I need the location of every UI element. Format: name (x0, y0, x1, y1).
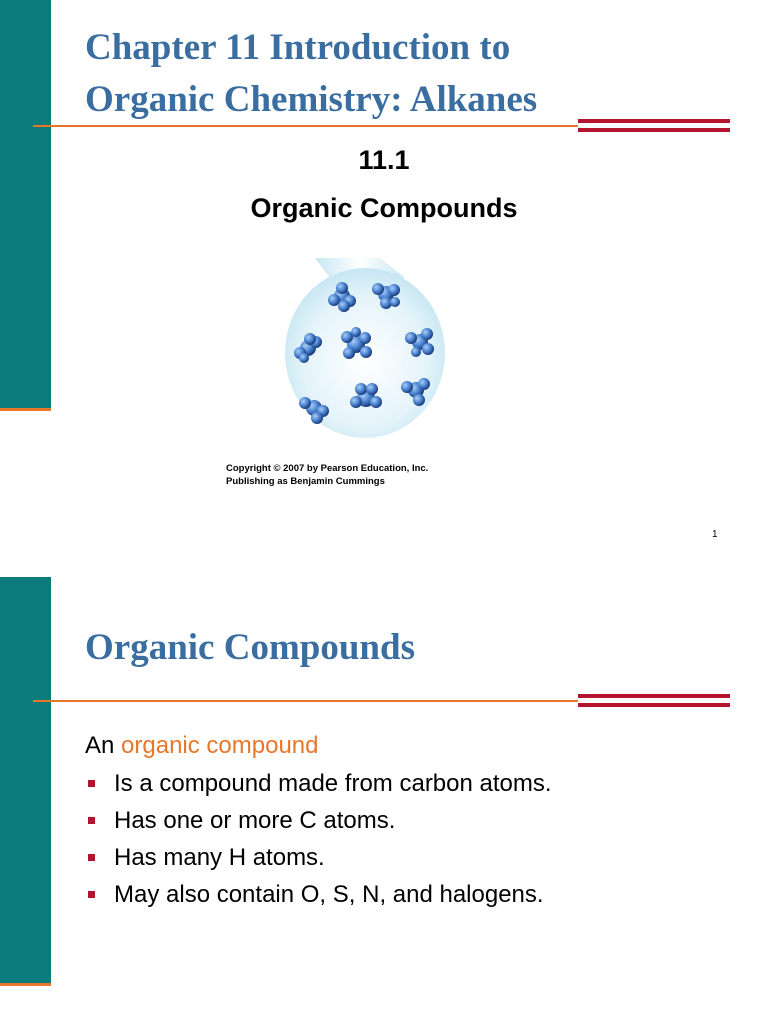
list-item (85, 843, 552, 880)
section-title: Organic Compounds (250, 193, 518, 223)
title-rule-bar (578, 119, 730, 133)
slide-2 (0, 577, 768, 1024)
title-line-2: Organic Chemistry: Alkanes (85, 78, 538, 120)
square-bullet-icon (88, 854, 95, 861)
teal-sidebar (0, 577, 51, 983)
list-item (85, 769, 552, 806)
square-bullet-icon (88, 891, 95, 898)
copyright-line-1: Copyright © 2007 by Pearson Education, Inc. (226, 463, 429, 474)
page-number: 1 (712, 529, 718, 540)
bullet-text: May also contain O, S, N, and halogens. (114, 881, 544, 908)
list-item (85, 880, 552, 917)
intro-text (85, 732, 319, 760)
slide-title (85, 22, 537, 126)
section-number: 11.1 (358, 145, 410, 175)
molecule-illustration (270, 258, 460, 440)
copyright-line-2: Publishing as Benjamin Cummings (226, 476, 385, 487)
intro-term: organic compound (121, 732, 319, 759)
sidebar-accent (0, 408, 51, 411)
square-bullet-icon (88, 780, 95, 787)
slide-title: Organic Compounds (85, 627, 415, 668)
title-rule (33, 700, 578, 702)
bullet-text: Has many H atoms. (114, 844, 325, 871)
bullet-list (85, 769, 552, 917)
square-bullet-icon (88, 817, 95, 824)
bullet-text: Has one or more C atoms. (114, 807, 396, 834)
title-rule (33, 125, 578, 127)
list-item (85, 806, 552, 843)
intro-prefix: An (85, 732, 122, 759)
title-rule-bar (578, 694, 730, 708)
title-line-1: Chapter 11 Introduction to (85, 27, 511, 68)
sidebar-accent (0, 983, 51, 986)
bullet-text: Is a compound made from carbon atoms. (114, 770, 552, 797)
copyright-notice (226, 462, 428, 488)
